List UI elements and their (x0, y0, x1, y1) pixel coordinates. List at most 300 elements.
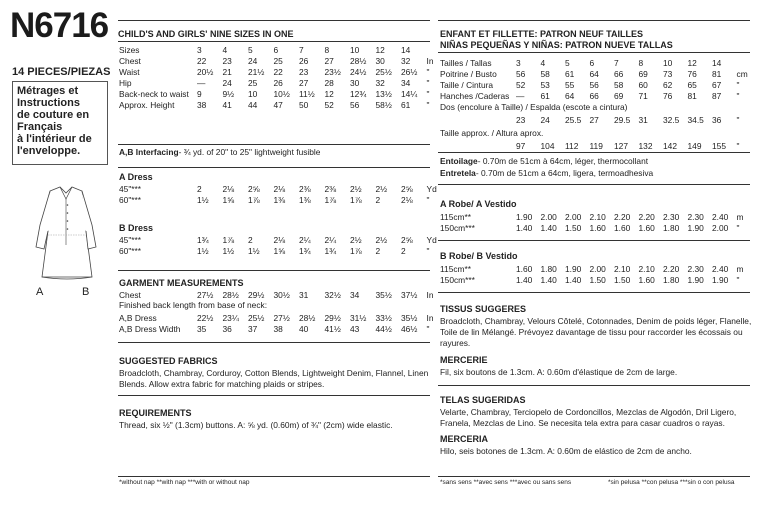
table-cell: 1½ (197, 245, 209, 256)
table-cell: 10½ (273, 88, 290, 99)
table-cell: 2⅝ (401, 234, 413, 245)
footnote-es: *sin pelusa **con pelusa ***sin o con pelusa (608, 479, 735, 486)
row-label: Hip (119, 77, 132, 88)
table-cell: 4 (540, 57, 546, 68)
table-cell: 26 (299, 55, 309, 66)
table-cell: 11½ (299, 88, 315, 99)
table-cell: 1⅜ (299, 194, 311, 205)
table-cell: 1.80 (663, 222, 680, 233)
table-cell: 65 (687, 79, 697, 90)
french-instructions-note (12, 81, 108, 165)
table-cell: 119 (589, 140, 603, 151)
table-cell: 56 (589, 79, 599, 90)
table-cell: 76 (663, 90, 673, 101)
unit-cell (737, 57, 751, 68)
table-cell: 2½ (350, 183, 362, 194)
interfacing-label: A,B Interfacing (119, 147, 179, 157)
unit-cell: " (426, 99, 430, 110)
table-cell: 2½ (350, 234, 362, 245)
table-row (440, 211, 751, 222)
garment-length-table (119, 312, 439, 334)
table-row (440, 90, 751, 101)
table-cell: 112 (565, 140, 579, 151)
unit-cell: Yd (426, 234, 437, 245)
divider (118, 395, 430, 396)
unit-cell: " (426, 66, 430, 77)
divider (118, 41, 430, 42)
tissus-text: Broadcloth, Chambray, Velours Côtelé, Cotonnades, Denim de poids léger, Flanelle, Toile de lin Mélangé. Prévoyez davantage de tissu pour raccorder les écossais ou rayures. (440, 316, 752, 348)
table-cell: 1⅞ (350, 245, 362, 256)
table-cell: 1⅜ (273, 194, 286, 205)
table-cell: 2.00 (589, 263, 606, 274)
requirements-text: Thread, six ½" (1.3cm) buttons. A: ⅝ yd. (0.60m) of ¾" (2cm) wide elastic. (119, 420, 393, 430)
table-cell: 2.20 (614, 211, 631, 222)
table-cell: 2.40 (712, 211, 729, 222)
unit-cell: " (736, 79, 740, 90)
table-cell: 21 (222, 66, 232, 77)
divider (438, 385, 750, 386)
table-cell: 37 (248, 323, 258, 334)
table-cell: 26½ (401, 66, 418, 77)
unit-cell: " (736, 114, 740, 125)
table-row (440, 274, 751, 285)
table-cell: 32.5 (663, 114, 680, 125)
table-cell: 60 (638, 79, 648, 90)
note-line: Français (17, 121, 63, 133)
table-cell: 14 (401, 44, 411, 55)
table-cell: 36 (712, 114, 722, 125)
row-label: 60"*** (119, 194, 142, 205)
table-cell: 10 (663, 57, 673, 68)
table-cell: 1⅝ (222, 194, 235, 205)
table-cell: 36 (222, 323, 232, 334)
entretela-detail: - 0.70m de 51cm a 64cm, ligera, termoadhesiva (475, 168, 654, 178)
telas-text: Velarte, Chambray, Terciopelo de Cordoncillos, Mezclas de Algodón, Dril Ligero, Franela, Mezclas de Lino. Se necesita tela extra para casar cuadros o rayas. (440, 407, 737, 428)
unit-cell: " (426, 323, 430, 334)
divider (118, 167, 430, 168)
table-row (119, 88, 439, 99)
table-cell: 2⅛ (273, 234, 286, 245)
table-row (440, 68, 751, 79)
table-cell: 23 (222, 55, 232, 66)
dress-a-yardage-table (119, 183, 439, 205)
back-length-label: Finished back length from base of neck: (119, 300, 268, 310)
table-cell: 46½ (401, 323, 418, 334)
table-cell: 2⅛ (273, 183, 286, 194)
row-label: Waist (119, 66, 140, 77)
robe-a-title: A Robe/ A Vestido (440, 199, 517, 209)
table-row (119, 77, 439, 88)
table-cell: 56 (516, 68, 526, 79)
note-line: Métrages et (17, 85, 79, 97)
table-cell: 1.90 (565, 263, 582, 274)
table-row (119, 234, 439, 245)
table-cell: 1.60 (638, 222, 655, 233)
table-cell: 22 (273, 66, 283, 77)
row-label: 115cm** (440, 263, 472, 274)
table-cell: 7 (299, 44, 304, 55)
table-cell: 34.5 (687, 114, 704, 125)
table-cell: 2⅜ (299, 183, 311, 194)
table-cell: 20½ (197, 66, 214, 77)
table-cell: 2¼ (324, 234, 337, 245)
table-cell: 53 (540, 79, 550, 90)
table-row (440, 114, 751, 125)
table-cell: 66 (614, 68, 624, 79)
table-cell: 29½ (324, 312, 341, 323)
unit-cell: m (736, 211, 744, 222)
garment-chest-table (119, 289, 439, 300)
table-cell: 25 (273, 55, 283, 66)
table-row (119, 44, 439, 55)
table-row (119, 194, 439, 205)
table-cell: 2.00 (712, 222, 729, 233)
footnote-fr: *sans sens **avec sens ***avec ou sans sens (440, 479, 572, 486)
table-cell: 1.80 (663, 274, 680, 285)
table-cell: 25½ (375, 66, 392, 77)
table-cell: 2 (375, 245, 381, 256)
table-cell: 1.50 (614, 274, 631, 285)
table-cell: 23¼ (222, 312, 239, 323)
row-label: Chest (119, 289, 141, 300)
robe-b-title: B Robe/ B Vestido (440, 251, 518, 261)
table-cell: 1⅞ (222, 234, 235, 245)
table-row (119, 289, 439, 300)
table-row (119, 66, 439, 77)
table-cell: 1.50 (565, 222, 582, 233)
table-cell: 44½ (375, 323, 392, 334)
table-cell: 22 (197, 55, 207, 66)
table-cell: 1½ (197, 194, 209, 205)
table-cell: 87 (712, 90, 722, 101)
row-label: Poitrine / Busto (440, 68, 497, 79)
size-chart-title: CHILD'S AND GIRLS' NINE SIZES IN ONE (118, 29, 294, 39)
divider (438, 184, 750, 185)
table-cell: 35½ (375, 289, 392, 300)
unit-cell: In (426, 312, 434, 323)
row-label: Taille / Cintura (440, 79, 494, 90)
merceria-text: Hilo, seis botones de 1.3cm. A: 0.60m de elástico de 2cm de ancho. (440, 446, 692, 456)
table-cell: 69 (614, 90, 624, 101)
table-cell: 23 (516, 114, 526, 125)
table-cell: 35½ (401, 312, 418, 323)
table-cell: 27 (589, 114, 599, 125)
dress-b-yardage-table (119, 234, 439, 256)
table-cell: 2 (248, 234, 253, 245)
table-cell: 41 (222, 99, 232, 110)
table-cell: 2½ (375, 183, 388, 194)
suggested-fabrics-text: Broadcloth, Chambray, Corduroy, Cotton Blends, Lightweight Denim, Flannel, Linen Blends. Allow extra fabric for matching plaids or stripes. (119, 368, 429, 389)
table-cell: 149 (687, 140, 702, 151)
table-cell: 9½ (222, 88, 235, 99)
table-row (119, 323, 439, 334)
unit-cell: " (736, 140, 740, 151)
taille-table (440, 140, 751, 151)
divider (118, 270, 430, 271)
table-cell: 1½ (248, 245, 260, 256)
table-cell: 47 (273, 99, 283, 110)
table-cell: 2.20 (663, 263, 680, 274)
table-cell: 76 (687, 68, 697, 79)
interfacing-detail: - ¾ yd. of 20" to 25" lightweight fusible (178, 147, 321, 157)
table-cell: 1.80 (540, 263, 557, 274)
entoilage-label: Entoilage (440, 156, 478, 166)
table-row (119, 99, 439, 110)
table-cell: 2⅝ (248, 183, 260, 194)
table-cell: 142 (663, 140, 677, 151)
entretela-text (440, 168, 653, 179)
row-label: Chest (119, 55, 141, 66)
table-cell: 1.90 (687, 274, 704, 285)
table-cell: 1.40 (516, 274, 533, 285)
suggested-fabrics-title: SUGGESTED FABRICS (119, 356, 218, 366)
table-cell: 1.50 (589, 274, 606, 285)
table-row (119, 183, 439, 194)
table-cell: 2.00 (565, 211, 582, 222)
table-cell: 55 (565, 79, 575, 90)
table-row (119, 245, 439, 256)
table-cell: 28½ (299, 312, 316, 323)
table-cell: 1.60 (614, 222, 631, 233)
requirements-title: REQUIREMENTS (119, 408, 192, 418)
unit-cell: In (426, 55, 434, 66)
row-label: 60"*** (119, 245, 142, 256)
table-cell: 58½ (375, 99, 392, 110)
table-cell: 5 (248, 44, 253, 55)
mercerie-text: Fil, six boutons de 1.3cm. A: 0.60m d'élastique de 2cm de large. (440, 367, 678, 377)
table-cell: 32½ (324, 289, 341, 300)
table-row (440, 79, 751, 90)
table-cell: 12 (687, 57, 697, 68)
unit-cell (427, 44, 439, 55)
divider (438, 152, 750, 153)
table-cell: 127 (614, 140, 628, 151)
row-label: Approx. Height (119, 99, 175, 110)
table-cell: 30 (350, 77, 360, 88)
table-cell: 1⅞ (350, 194, 362, 205)
table-cell: 1¾ (197, 234, 209, 245)
table-cell: 2 (375, 194, 381, 205)
size-chart-table (119, 44, 439, 110)
table-cell: 6 (273, 44, 279, 55)
row-label: Back-neck to waist (119, 88, 189, 99)
table-cell: 61 (540, 90, 550, 101)
table-cell: 2⅜ (324, 183, 337, 194)
dos-table (440, 114, 751, 125)
dos-label: Dos (encolure à Taille) / Espalda (escote a cintura) (440, 102, 628, 112)
telas-title: TELAS SUGERIDAS (440, 395, 526, 405)
unit-cell: " (736, 274, 740, 285)
row-label: 45"*** (119, 183, 142, 194)
table-cell: 28½ (222, 289, 239, 300)
row-label (440, 114, 516, 125)
row-label: A,B Dress (119, 312, 157, 323)
table-cell: 21½ (248, 66, 265, 77)
note-line: à l'intérieur de (17, 133, 92, 145)
table-cell: 2.40 (712, 263, 729, 274)
table-cell: 38 (273, 323, 283, 334)
table-cell: 1⅝ (273, 245, 286, 256)
table-cell: — (516, 90, 525, 101)
unit-cell: " (426, 194, 430, 205)
robe-a-table (440, 211, 751, 233)
table-cell: 61 (401, 99, 411, 110)
fr-size-chart-table (440, 57, 751, 101)
table-cell: 6 (589, 57, 595, 68)
table-cell: 1¾ (299, 245, 311, 256)
table-cell: 13½ (375, 88, 392, 99)
table-cell: 26 (273, 77, 283, 88)
table-cell: 1.40 (516, 222, 533, 233)
table-cell: 64 (589, 68, 599, 79)
es-title: NIÑAS PEQUEÑAS Y NIÑAS: PATRON NUEVE TALLAS (440, 40, 673, 50)
unit-cell: cm (736, 68, 748, 79)
table-cell: 32 (375, 77, 385, 88)
row-label: Hanches /Caderas (440, 90, 510, 101)
divider (438, 292, 750, 293)
table-cell: 43 (350, 323, 360, 334)
table-cell: 14 (712, 57, 722, 68)
table-cell: 3 (197, 44, 202, 55)
unit-cell: " (736, 222, 740, 233)
table-cell: 28½ (350, 55, 367, 66)
table-cell: 1.90 (687, 222, 704, 233)
table-cell: 40 (299, 323, 309, 334)
divider (118, 342, 430, 343)
table-cell: 8 (638, 57, 644, 68)
table-cell: 33½ (375, 312, 392, 323)
interfacing-text (119, 147, 320, 158)
row-label: 150cm*** (440, 274, 475, 285)
taille-label: Taille approx. / Altura aprox. (440, 128, 544, 138)
table-cell: 81 (712, 68, 722, 79)
table-cell: 2 (197, 183, 202, 194)
table-cell: 24½ (350, 66, 367, 77)
unit-cell: " (426, 77, 430, 88)
divider (438, 52, 750, 53)
table-cell: 41½ (324, 323, 341, 334)
table-cell: 25½ (248, 312, 265, 323)
table-cell: 25 (248, 77, 258, 88)
table-cell: 25.5 (565, 114, 582, 125)
unit-cell: " (426, 245, 430, 256)
table-cell: 14¼ (401, 88, 418, 99)
merceria-title: MERCERIA (440, 434, 489, 444)
divider (118, 20, 430, 21)
table-cell: 1.60 (516, 263, 533, 274)
table-row (440, 140, 751, 151)
table-cell: — (197, 77, 206, 88)
table-cell: 2.30 (687, 263, 704, 274)
row-label: A,B Dress Width (119, 323, 181, 334)
table-cell: 1.40 (540, 274, 557, 285)
row-label: 45"*** (119, 234, 142, 245)
table-cell: 23½ (324, 66, 341, 77)
table-cell: 58 (614, 79, 624, 90)
table-cell: 5 (565, 57, 570, 68)
table-cell: 61 (565, 68, 575, 79)
table-cell: 22½ (197, 312, 214, 323)
mercerie-title: MERCERIE (440, 355, 488, 365)
table-cell: 31 (299, 289, 309, 300)
table-cell: 1.90 (516, 211, 533, 222)
table-cell: 1.90 (712, 274, 729, 285)
table-cell: 2.30 (663, 211, 680, 222)
table-cell: 52 (324, 99, 334, 110)
table-cell: 52 (516, 79, 526, 90)
table-cell: 9 (197, 88, 202, 99)
table-cell: 23 (299, 66, 309, 77)
table-cell: 155 (712, 140, 726, 151)
table-cell: 30 (375, 55, 385, 66)
entoilage-text (440, 156, 648, 167)
row-label: Tailles / Tallas (440, 57, 492, 68)
table-cell: 35 (197, 323, 207, 334)
row-label: 115cm** (440, 211, 472, 222)
table-cell: 1⅞ (248, 194, 260, 205)
divider (438, 476, 750, 477)
table-cell: 7 (614, 57, 619, 68)
table-cell: 12 (324, 88, 334, 99)
table-cell: 97 (516, 140, 526, 151)
table-cell: 62 (663, 79, 673, 90)
dress-a-title: A Dress (119, 172, 153, 182)
table-cell: 2⅝ (401, 183, 413, 194)
note-line: l'enveloppe. (17, 145, 81, 157)
table-cell: 32 (401, 55, 411, 66)
divider (438, 20, 750, 21)
unit-cell: In (426, 289, 434, 300)
pattern-number: N6716 (10, 6, 109, 45)
table-cell: 64 (565, 90, 575, 101)
table-cell: 58 (540, 68, 550, 79)
divider (118, 144, 430, 145)
table-cell: 12¾ (350, 88, 367, 99)
robe-b-table (440, 263, 751, 285)
table-cell: 50 (299, 99, 309, 110)
table-cell: 10 (350, 44, 360, 55)
table-cell: 71 (638, 90, 648, 101)
table-cell: 29½ (248, 289, 265, 300)
row-label (440, 140, 516, 151)
table-cell: 38 (197, 99, 207, 110)
table-cell: 73 (663, 68, 673, 79)
table-cell: 24 (248, 55, 258, 66)
table-cell: 2½ (375, 234, 388, 245)
figure-label-a: A (36, 286, 44, 298)
table-cell: 66 (589, 90, 599, 101)
entretela-label: Entretela (440, 168, 476, 178)
table-cell: 27 (299, 77, 309, 88)
table-cell: 2.30 (687, 211, 704, 222)
table-cell: 1.60 (589, 222, 606, 233)
table-cell: 31½ (350, 312, 367, 323)
table-cell: 1¾ (324, 245, 337, 256)
table-cell: 4 (222, 44, 228, 55)
table-cell: 1.60 (638, 274, 655, 285)
table-cell: 31 (638, 114, 648, 125)
dress-illustration (22, 185, 112, 285)
table-cell: 1⅞ (324, 194, 337, 205)
table-cell: 3 (516, 57, 521, 68)
unit-cell: Yd (426, 183, 437, 194)
fr-title: ENFANT ET FILLETTE: PATRON NEUF TAILLES (440, 29, 643, 39)
unit-cell: m (736, 263, 744, 274)
table-cell: 10 (248, 88, 258, 99)
figure-label-b: B (82, 286, 90, 298)
table-cell: 27 (324, 55, 334, 66)
table-cell: 2⅛ (401, 194, 413, 205)
